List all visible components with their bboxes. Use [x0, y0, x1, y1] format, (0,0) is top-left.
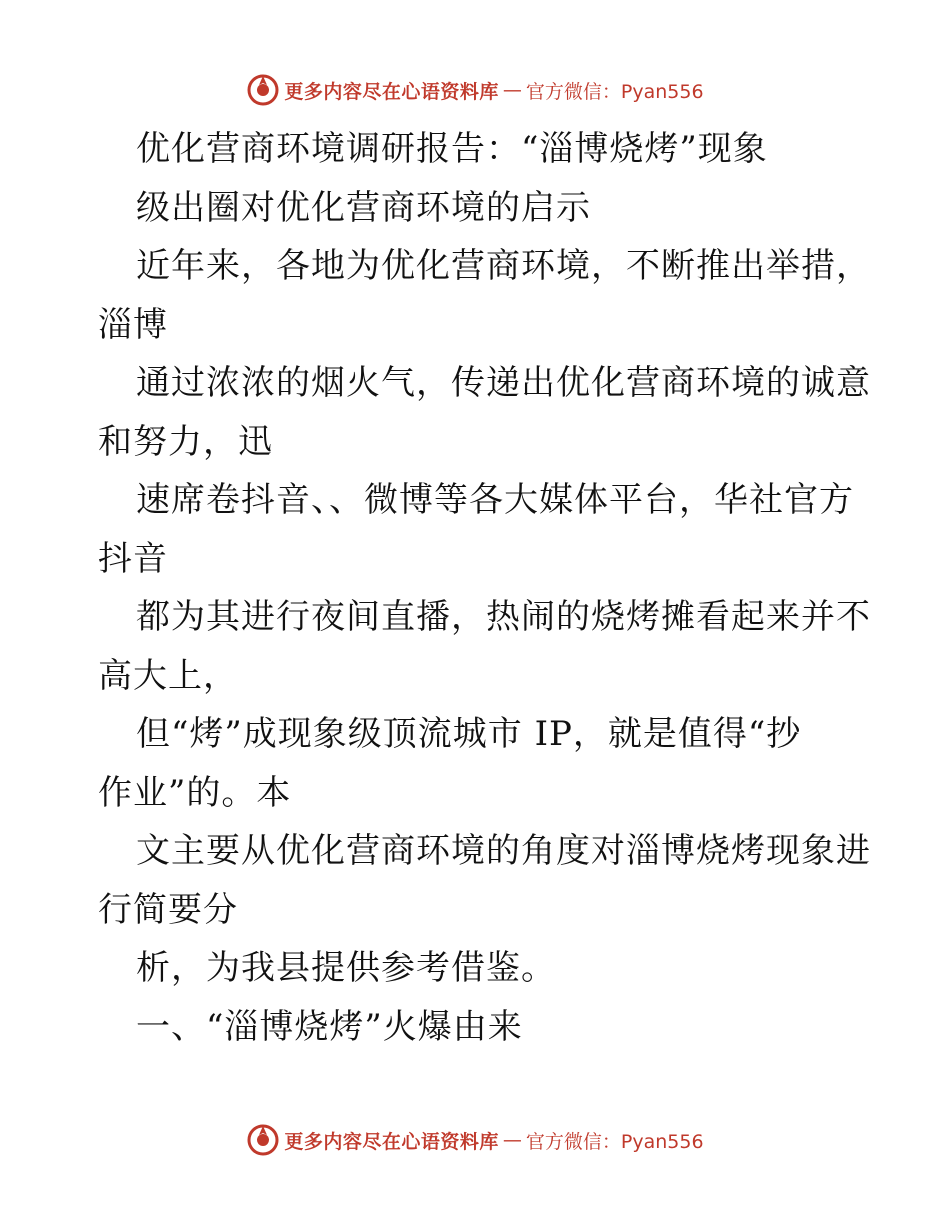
- text-line: 抖音: [98, 538, 168, 579]
- logo-icon: [246, 73, 280, 107]
- text-line: 淄博: [98, 304, 168, 345]
- text-line: 析，为我县提供参考借鉴。: [136, 948, 556, 988]
- watermark-main-text: 更多内容尽在心语资料库: [284, 1130, 499, 1153]
- document-body: [98, 120, 871, 1056]
- text-line: 都为其进行夜间直播，热闹的烧烤摊看起来并不: [136, 597, 871, 637]
- watermark-main-text: 更多内容尽在心语资料库: [284, 80, 499, 103]
- watermark-wechat-text: 官方微信：Pyan556: [525, 80, 704, 103]
- logo-icon: [246, 1123, 280, 1157]
- text-line: 高大上，: [98, 655, 238, 696]
- text-line: 但“烤”成现象级顶流城市 IP，就是值得“抄: [136, 714, 802, 754]
- text-line: 行简要分: [98, 889, 238, 930]
- text-line: 作业”的。本: [98, 772, 292, 813]
- watermark-separator: —: [502, 79, 522, 101]
- header-watermark: [0, 70, 950, 110]
- text-line: 通过浓浓的烟火气，传递出优化营商环境的诚意: [136, 363, 871, 403]
- text-line: 速席卷抖音、、微博等各大媒体平台，华社官方: [136, 480, 854, 520]
- watermark-wechat-text: 官方微信：Pyan556: [525, 1130, 704, 1153]
- title-line-2: 级出圈对优化营商环境的启示: [136, 187, 591, 228]
- text-line: 近年来，各地为优化营商环境，不断推出举措，: [136, 246, 871, 286]
- text-line: 文主要从优化营商环境的角度对淄博烧烤现象进: [136, 831, 871, 871]
- footer-watermark: [0, 1120, 950, 1160]
- section-heading: 一、“淄博烧烤”火爆由来: [136, 1006, 523, 1047]
- watermark-separator: —: [502, 1129, 522, 1151]
- title-line-1: 优化营商环境调研报告：“淄博烧烤”现象: [136, 129, 768, 169]
- text-line: 和努力，迅: [98, 421, 273, 462]
